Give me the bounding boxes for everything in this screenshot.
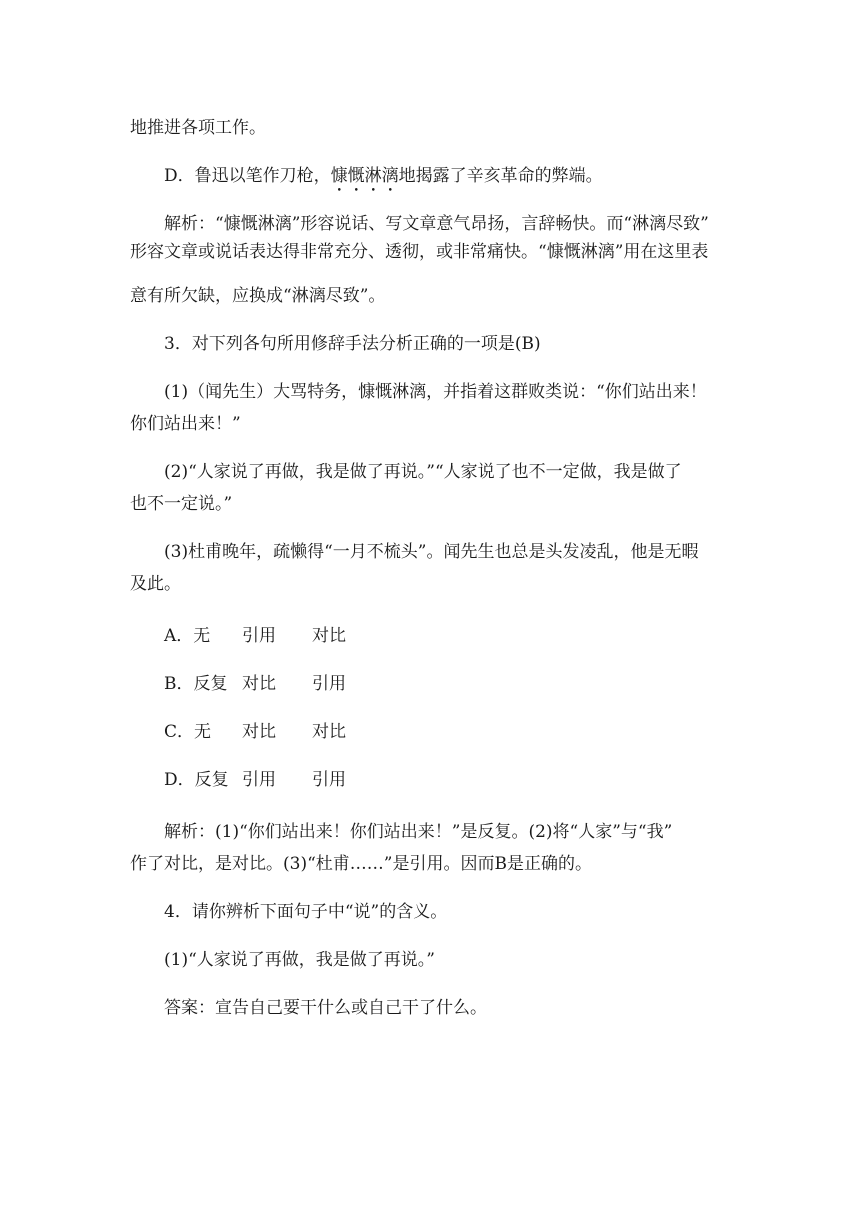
option-d-suffix: 地揭露了辛亥革命的弊端。 [398, 166, 603, 186]
paragraph-line: 地推进各项工作。 [130, 118, 266, 138]
sentence-1-cont: 你们站出来！” [130, 414, 241, 434]
option-b [164, 672, 774, 696]
analysis-line: 形容文章或说话表达得非常充分、透彻，或非常痛快。“慷慨淋漓”用在这里表 [130, 242, 709, 262]
option-col3: 对比 [312, 722, 346, 742]
sentence-2-cont: 也不一定说。” [130, 494, 233, 514]
option-col2: 引用 [242, 626, 276, 646]
option-col3: 引用 [312, 674, 346, 694]
analysis-line: 解析：(1)“你们站出来！你们站出来！”是反复。(2)将“人家”与“我” [164, 822, 673, 842]
option-letter: B．反复 [164, 674, 228, 694]
analysis-line: 解析：“慷慨淋漓”形容说话、写文章意气昂扬，言辞畅快。而“淋漓尽致” [164, 214, 709, 234]
option-letter: D．反复 [164, 770, 229, 790]
option-d-prefix: D．鲁迅以笔作刀枪， [164, 166, 331, 186]
sentence-1: (1)（闻先生）大骂特务，慷慨淋漓，并指着这群败类说：“你们站出来！ [164, 382, 707, 402]
sentence-3-cont: 及此。 [130, 574, 181, 594]
sentence-3: (3)杜甫晚年，疏懒得“一月不梳头”。闻先生也总是头发凌乱，他是无暇 [164, 542, 699, 562]
emphasized-term: 慷慨淋漓 [330, 166, 399, 186]
question-3-title: 3．对下列各句所用修辞手法分析正确的一项是(B) [164, 334, 541, 354]
analysis-line: 意有所欠缺，应换成“淋漓尽致”。 [130, 286, 386, 306]
option-a [164, 624, 774, 648]
analysis-line: 作了对比，是对比。(3)“杜甫……”是引用。因而B是正确的。 [130, 854, 592, 874]
question-4-sentence: (1)“人家说了再做，我是做了再说。” [164, 950, 435, 970]
option-col2: 对比 [242, 674, 276, 694]
option-col3: 对比 [312, 626, 346, 646]
answer-line: 答案：宣告自己要干什么或自己干了什么。 [164, 998, 487, 1018]
option-col2: 引用 [242, 770, 276, 790]
option-col3: 引用 [312, 770, 346, 790]
option-c [164, 720, 774, 744]
option-letter: A．无 [164, 626, 211, 646]
option-col2: 对比 [242, 722, 276, 742]
sentence-2: (2)“人家说了再做，我是做了再说。”“人家说了也不一定做，我是做了 [164, 462, 682, 482]
option-d-sentence [164, 164, 774, 196]
option-d [164, 768, 774, 792]
option-letter: C．无 [164, 722, 212, 742]
question-4-title: 4．请你辨析下面句子中“说”的含义。 [164, 902, 448, 922]
